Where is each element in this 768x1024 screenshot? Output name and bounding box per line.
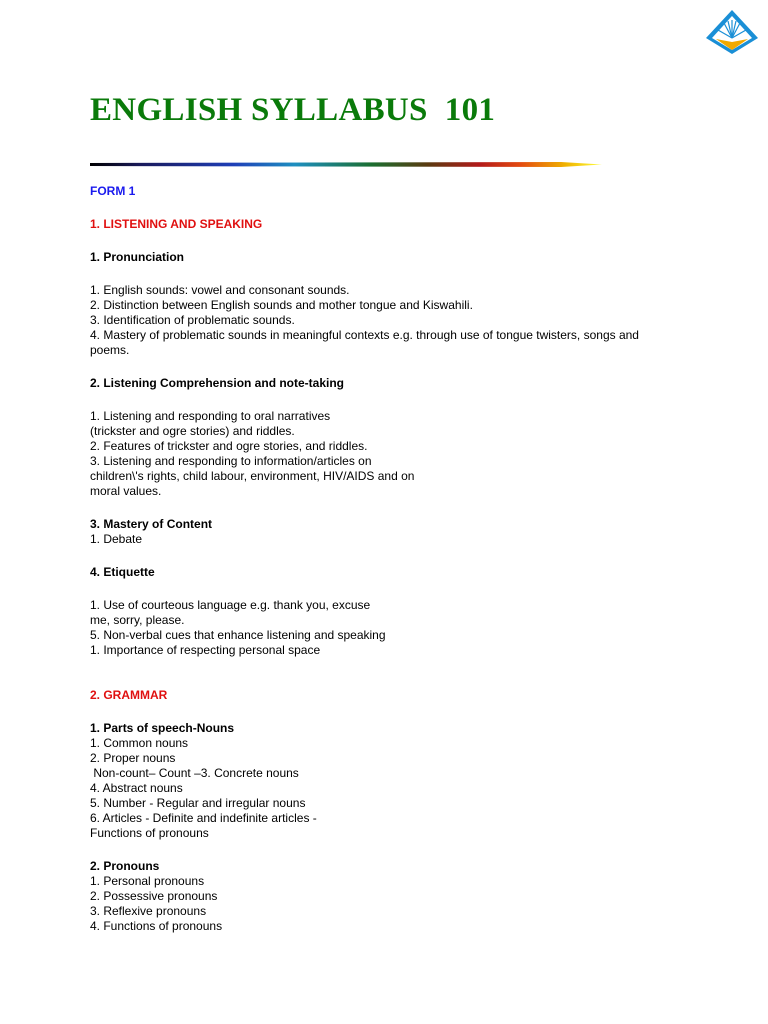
list-item: 5. Non-verbal cues that enhance listening and speaking [90, 628, 386, 642]
list-item: 4. Abstract nouns [90, 781, 183, 795]
list-item: Non-count– Count –3. Concrete nouns [90, 766, 299, 780]
list-item: 1. Importance of respecting personal space [90, 643, 321, 657]
section-title-listening-speaking: 1. LISTENING AND SPEAKING [90, 217, 263, 231]
list-item: (trickster and ogre stories) and riddles. [90, 424, 295, 438]
subsection-lines-mastery-of-content [90, 532, 690, 547]
list-item: 2. Proper nouns [90, 751, 176, 765]
subsection-lines-pronunciation [90, 283, 690, 358]
logo-icon [704, 8, 760, 56]
subsection-lines-pronouns [90, 874, 690, 934]
list-item: 1. English sounds: vowel and consonant sounds. [90, 283, 350, 297]
subsection-lines-listening-comprehension [90, 409, 690, 499]
document-title: ENGLISH SYLLABUS 101 [90, 92, 496, 128]
list-item: me, sorry, please. [90, 613, 185, 627]
list-item: 1. Debate [90, 532, 143, 546]
list-item: moral values. [90, 484, 162, 498]
subsection-heading-pronunciation: 1. Pronunciation [90, 250, 185, 264]
list-item: 5. Number - Regular and irregular nouns [90, 796, 306, 810]
subsection-heading-listening-comprehension: 2. Listening Comprehension and note-taking [90, 376, 345, 390]
list-item: 6. Articles - Definite and indefinite articles - [90, 811, 317, 825]
list-item: children\'s rights, child labour, environment, HIV/AIDS and on [90, 469, 415, 483]
list-item: poems. [90, 343, 130, 357]
list-item: 1. Common nouns [90, 736, 189, 750]
list-item: 3. Reflexive pronouns [90, 904, 207, 918]
section-title-grammar: 2. GRAMMAR [90, 688, 168, 702]
subsection-heading-pronouns: 2. Pronouns [90, 859, 160, 873]
subsection-heading-nouns: 1. Parts of speech-Nouns [90, 721, 235, 735]
list-item: Functions of pronouns [90, 826, 209, 840]
syllabus-content [90, 184, 690, 934]
form-label: FORM 1 [90, 184, 136, 198]
list-item: 1. Listening and responding to oral narratives [90, 409, 331, 423]
list-item: 4. Mastery of problematic sounds in meaningful contexts e.g. through use of tongue twisters, songs and [90, 328, 639, 342]
subsection-heading-etiquette: 4. Etiquette [90, 565, 155, 579]
list-item: 3. Listening and responding to information/articles on [90, 454, 372, 468]
list-item: 1. Personal pronouns [90, 874, 205, 888]
subsection-lines-etiquette [90, 598, 690, 658]
list-item: 2. Possessive pronouns [90, 889, 218, 903]
list-item: 2. Features of trickster and ogre stories, and riddles. [90, 439, 368, 453]
subsection-lines-nouns [90, 736, 690, 841]
list-item: 2. Distinction between English sounds and mother tongue and Kiswahili. [90, 298, 473, 312]
list-item: 4. Functions of pronouns [90, 919, 223, 933]
list-item: 1. Use of courteous language e.g. thank you, excuse [90, 598, 371, 612]
list-item: 3. Identification of problematic sounds. [90, 313, 295, 327]
subsection-heading-mastery-of-content: 3. Mastery of Content [90, 517, 213, 531]
gradient-divider [90, 162, 602, 167]
